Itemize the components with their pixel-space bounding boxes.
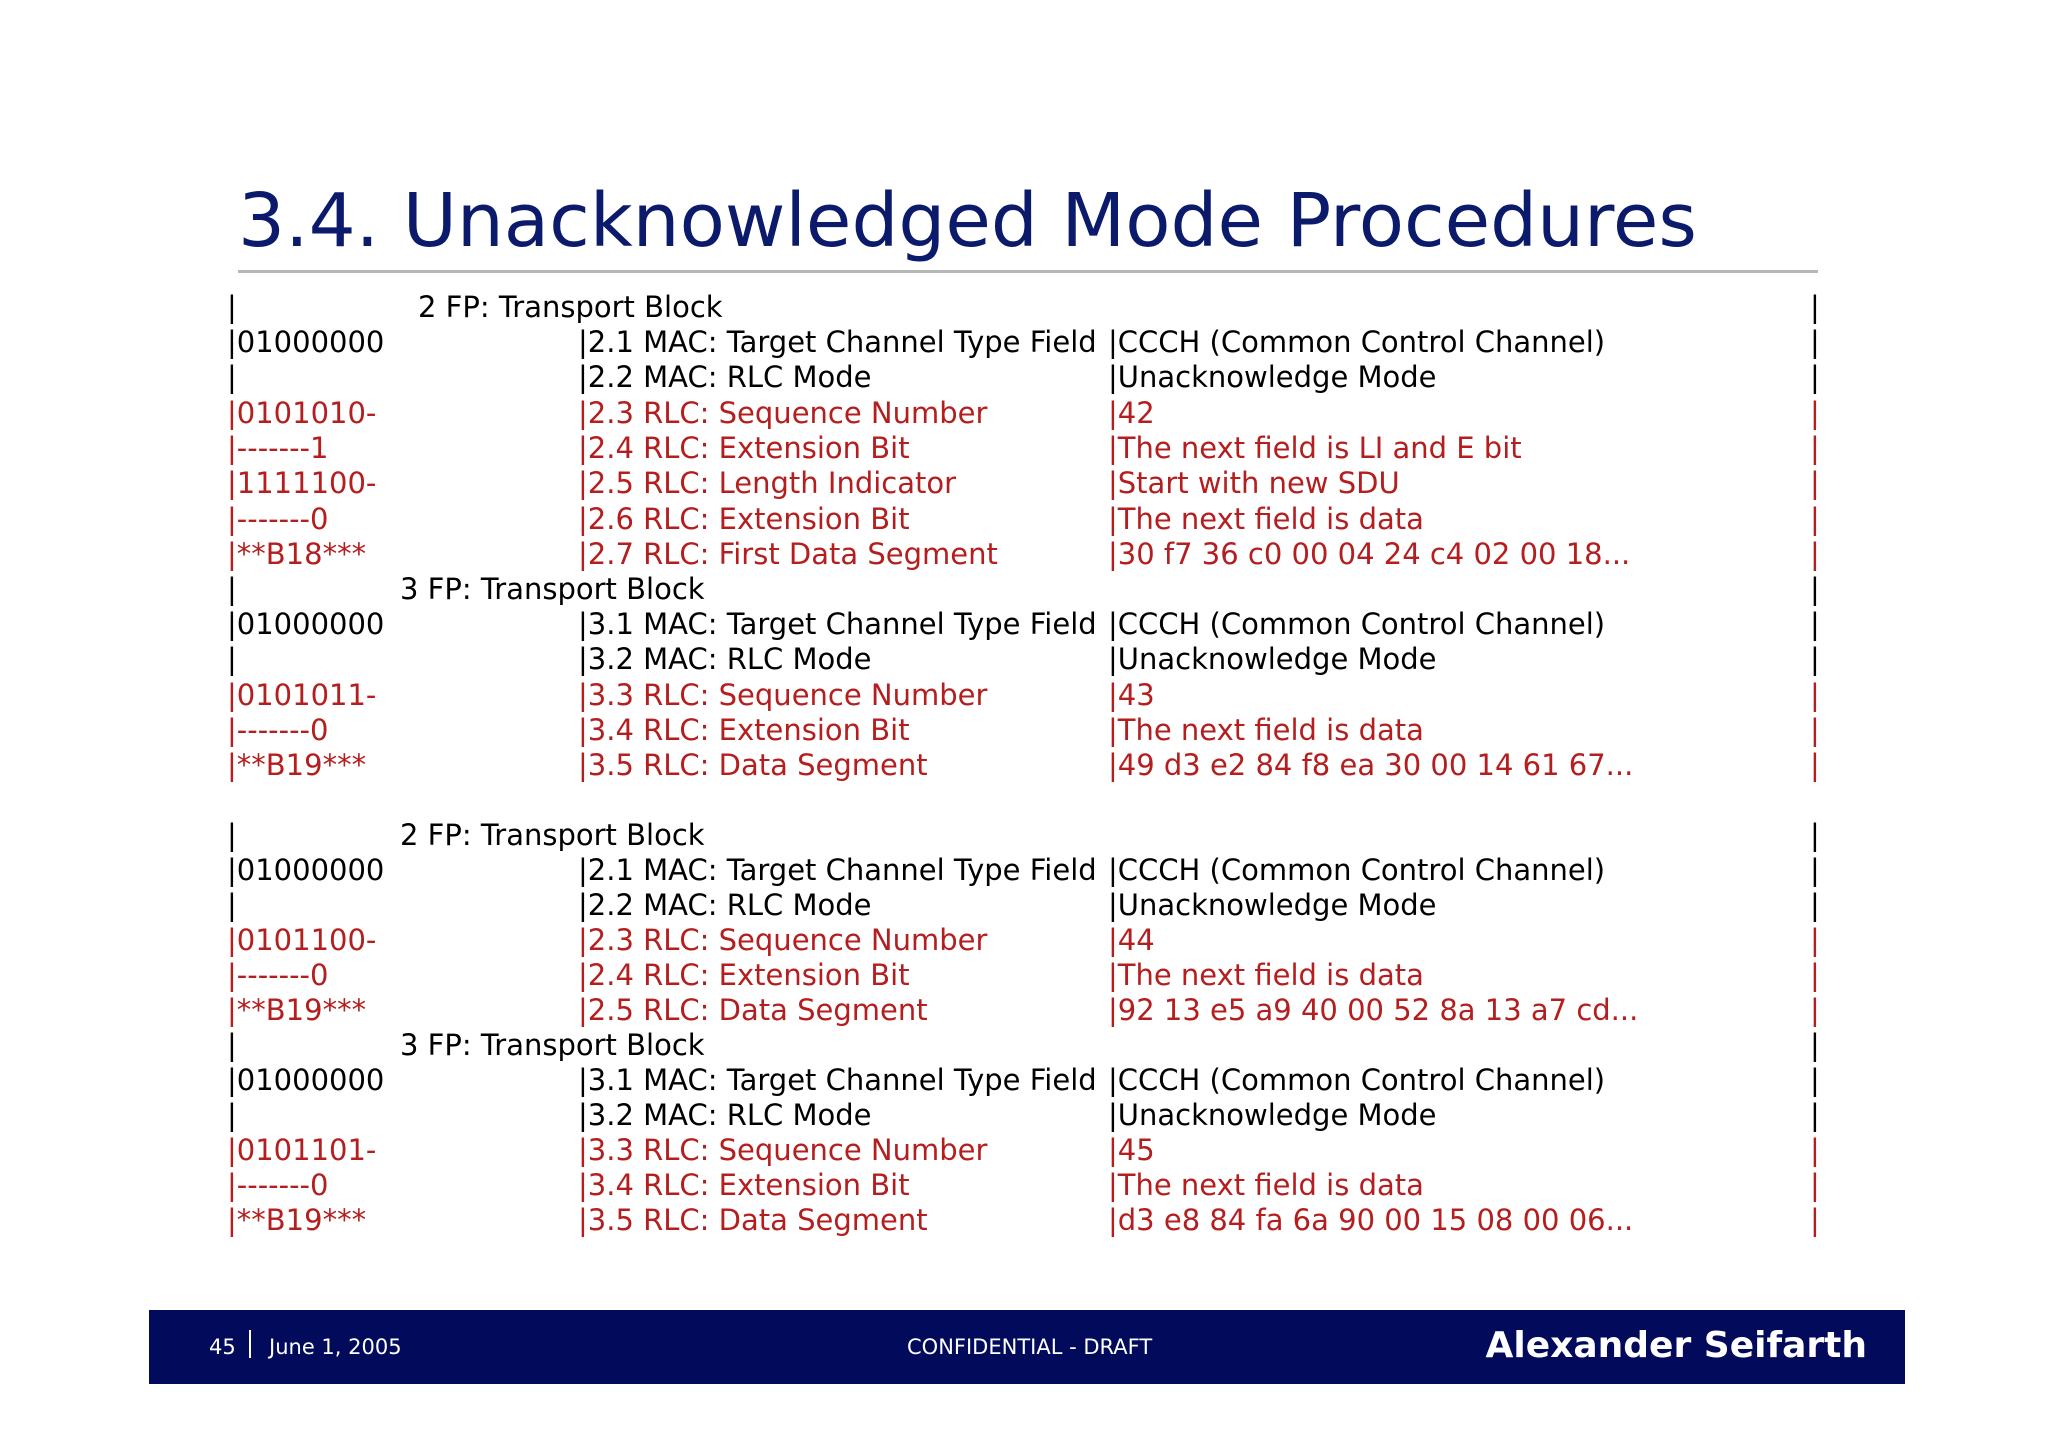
bits-cell: | bbox=[227, 818, 237, 852]
bits-cell: |**B19*** bbox=[227, 993, 367, 1027]
right-border-bar: | bbox=[1810, 678, 1820, 712]
decode-row bbox=[0, 713, 2048, 748]
field-name-cell: |2.2 MAC: RLC Mode bbox=[578, 360, 872, 394]
field-name-cell: |2.3 RLC: Sequence Number bbox=[578, 923, 988, 957]
right-border-bar: | bbox=[1810, 923, 1820, 957]
bits-cell: |01000000 bbox=[227, 1063, 385, 1097]
right-border-bar: | bbox=[1810, 360, 1820, 394]
field-name-cell: |3.3 RLC: Sequence Number bbox=[578, 678, 988, 712]
field-value-cell: |The next field is data bbox=[1108, 502, 1424, 536]
field-name-cell: |3.4 RLC: Extension Bit bbox=[578, 713, 910, 747]
right-border-bar: | bbox=[1810, 853, 1820, 887]
field-name-cell: |2.1 MAC: Target Channel Type Field bbox=[578, 853, 1097, 887]
field-name-cell: |2.5 RLC: Data Segment bbox=[578, 993, 928, 1027]
bits-cell: |-------0 bbox=[227, 1168, 329, 1202]
field-name-cell: |3.3 RLC: Sequence Number bbox=[578, 1133, 988, 1167]
right-border-bar: | bbox=[1810, 325, 1820, 359]
field-name-cell: |2.5 RLC: Length Indicator bbox=[578, 466, 957, 500]
transport-block-header: 2 FP: Transport Block bbox=[400, 818, 705, 852]
decode-row bbox=[0, 818, 2048, 853]
decode-row bbox=[0, 466, 2048, 501]
bits-cell: |01000000 bbox=[227, 607, 385, 641]
field-value-cell: |The next field is data bbox=[1108, 958, 1424, 992]
right-border-bar: | bbox=[1810, 290, 1820, 324]
decode-row bbox=[0, 958, 2048, 993]
right-border-bar: | bbox=[1810, 572, 1820, 606]
field-value-cell: |Unacknowledge Mode bbox=[1108, 1098, 1437, 1132]
transport-block-header: 3 FP: Transport Block bbox=[400, 572, 705, 606]
right-border-bar: | bbox=[1810, 993, 1820, 1027]
author-name: Alexander Seifarth bbox=[1485, 1325, 1867, 1366]
decode-row bbox=[0, 360, 2048, 395]
decode-row bbox=[0, 502, 2048, 537]
right-border-bar: | bbox=[1810, 642, 1820, 676]
decode-row bbox=[0, 325, 2048, 360]
right-border-bar: | bbox=[1810, 466, 1820, 500]
field-value-cell: |d3 e8 84 fa 6a 90 00 15 08 00 06... bbox=[1108, 1203, 1634, 1237]
transport-block-header: 3 FP: Transport Block bbox=[400, 1028, 705, 1062]
bits-cell: |1111100- bbox=[227, 466, 377, 500]
right-border-bar: | bbox=[1810, 1028, 1820, 1062]
bits-cell: | bbox=[227, 290, 237, 324]
field-value-cell: |Unacknowledge Mode bbox=[1108, 642, 1437, 676]
decode-row bbox=[0, 537, 2048, 572]
right-border-bar: | bbox=[1810, 888, 1820, 922]
right-border-bar: | bbox=[1810, 502, 1820, 536]
right-border-bar: | bbox=[1810, 958, 1820, 992]
bits-cell: | bbox=[227, 1028, 237, 1062]
bits-cell: |0101010- bbox=[227, 396, 377, 430]
field-name-cell: |3.4 RLC: Extension Bit bbox=[578, 1168, 910, 1202]
page-number: 45 bbox=[209, 1335, 236, 1359]
decode-row bbox=[0, 1063, 2048, 1098]
bits-cell: | bbox=[227, 888, 237, 922]
right-border-bar: | bbox=[1810, 431, 1820, 465]
right-border-bar: | bbox=[1810, 818, 1820, 852]
field-value-cell: |49 d3 e2 84 f8 ea 30 00 14 61 67... bbox=[1108, 748, 1634, 782]
footer-bar bbox=[149, 1310, 1905, 1384]
field-name-cell: |2.1 MAC: Target Channel Type Field bbox=[578, 325, 1097, 359]
decode-row bbox=[0, 748, 2048, 783]
bits-cell: |-------0 bbox=[227, 502, 329, 536]
field-value-cell: |CCCH (Common Control Channel) bbox=[1108, 607, 1606, 641]
bits-cell: |01000000 bbox=[227, 853, 385, 887]
field-value-cell: |CCCH (Common Control Channel) bbox=[1108, 325, 1606, 359]
field-value-cell: |CCCH (Common Control Channel) bbox=[1108, 1063, 1606, 1097]
bits-cell: |**B19*** bbox=[227, 1203, 367, 1237]
field-name-cell: |2.2 MAC: RLC Mode bbox=[578, 888, 872, 922]
field-value-cell: |The next field is LI and E bit bbox=[1108, 431, 1522, 465]
bits-cell: |01000000 bbox=[227, 325, 385, 359]
field-value-cell: |Unacknowledge Mode bbox=[1108, 888, 1437, 922]
footer-date: June 1, 2005 bbox=[269, 1335, 402, 1359]
decode-row bbox=[0, 1203, 2048, 1238]
right-border-bar: | bbox=[1810, 537, 1820, 571]
slide-title: 3.4. Unacknowledged Mode Procedures bbox=[238, 178, 1697, 264]
bits-cell: | bbox=[227, 360, 237, 394]
field-value-cell: |30 f7 36 c0 00 04 24 c4 02 00 18... bbox=[1108, 537, 1631, 571]
decode-row bbox=[0, 431, 2048, 466]
decode-row bbox=[0, 607, 2048, 642]
right-border-bar: | bbox=[1810, 713, 1820, 747]
decode-row bbox=[0, 853, 2048, 888]
decode-row bbox=[0, 572, 2048, 607]
field-value-cell: |42 bbox=[1108, 396, 1155, 430]
field-name-cell: |3.5 RLC: Data Segment bbox=[578, 748, 928, 782]
right-border-bar: | bbox=[1810, 396, 1820, 430]
field-name-cell: |3.1 MAC: Target Channel Type Field bbox=[578, 1063, 1097, 1097]
decode-row bbox=[0, 1133, 2048, 1168]
decode-row bbox=[0, 923, 2048, 958]
field-name-cell: |2.3 RLC: Sequence Number bbox=[578, 396, 988, 430]
field-name-cell: |2.7 RLC: First Data Segment bbox=[578, 537, 998, 571]
bits-cell: |**B18*** bbox=[227, 537, 367, 571]
field-name-cell: |3.2 MAC: RLC Mode bbox=[578, 642, 872, 676]
bits-cell: |0101101- bbox=[227, 1133, 377, 1167]
field-name-cell: |2.6 RLC: Extension Bit bbox=[578, 502, 910, 536]
field-value-cell: |The next field is data bbox=[1108, 713, 1424, 747]
decode-row bbox=[0, 1098, 2048, 1133]
right-border-bar: | bbox=[1810, 1063, 1820, 1097]
decode-row bbox=[0, 1028, 2048, 1063]
right-border-bar: | bbox=[1810, 1168, 1820, 1202]
field-value-cell: |CCCH (Common Control Channel) bbox=[1108, 853, 1606, 887]
decode-row bbox=[0, 993, 2048, 1028]
bits-cell: |-------0 bbox=[227, 958, 329, 992]
field-value-cell: |45 bbox=[1108, 1133, 1155, 1167]
field-value-cell: |92 13 e5 a9 40 00 52 8a 13 a7 cd... bbox=[1108, 993, 1639, 1027]
decode-row bbox=[0, 678, 2048, 713]
bits-cell: | bbox=[227, 642, 237, 676]
field-value-cell: |43 bbox=[1108, 678, 1155, 712]
bits-cell: |-------1 bbox=[227, 431, 329, 465]
bits-cell: | bbox=[227, 1098, 237, 1132]
right-border-bar: | bbox=[1810, 1203, 1820, 1237]
field-name-cell: |3.5 RLC: Data Segment bbox=[578, 1203, 928, 1237]
field-name-cell: |2.4 RLC: Extension Bit bbox=[578, 958, 910, 992]
footer-separator bbox=[249, 1330, 251, 1358]
decode-row bbox=[0, 396, 2048, 431]
right-border-bar: | bbox=[1810, 1098, 1820, 1132]
field-name-cell: |3.1 MAC: Target Channel Type Field bbox=[578, 607, 1097, 641]
bits-cell: |0101011- bbox=[227, 678, 377, 712]
bits-cell: |0101100- bbox=[227, 923, 377, 957]
decode-row bbox=[0, 290, 2048, 325]
decode-row bbox=[0, 888, 2048, 923]
decode-row bbox=[0, 1168, 2048, 1203]
confidentiality-label: CONFIDENTIAL - DRAFT bbox=[907, 1335, 1153, 1359]
bits-cell: |-------0 bbox=[227, 713, 329, 747]
right-border-bar: | bbox=[1810, 1133, 1820, 1167]
bits-cell: |**B19*** bbox=[227, 748, 367, 782]
field-value-cell: |The next field is data bbox=[1108, 1168, 1424, 1202]
right-border-bar: | bbox=[1810, 748, 1820, 782]
field-name-cell: |3.2 MAC: RLC Mode bbox=[578, 1098, 872, 1132]
field-value-cell: |44 bbox=[1108, 923, 1155, 957]
right-border-bar: | bbox=[1810, 607, 1820, 641]
field-value-cell: |Unacknowledge Mode bbox=[1108, 360, 1437, 394]
field-value-cell: |Start with new SDU bbox=[1108, 466, 1400, 500]
transport-block-header: 2 FP: Transport Block bbox=[418, 290, 723, 324]
title-divider bbox=[238, 270, 1818, 273]
decode-row bbox=[0, 642, 2048, 677]
field-name-cell: |2.4 RLC: Extension Bit bbox=[578, 431, 910, 465]
bits-cell: | bbox=[227, 572, 237, 606]
